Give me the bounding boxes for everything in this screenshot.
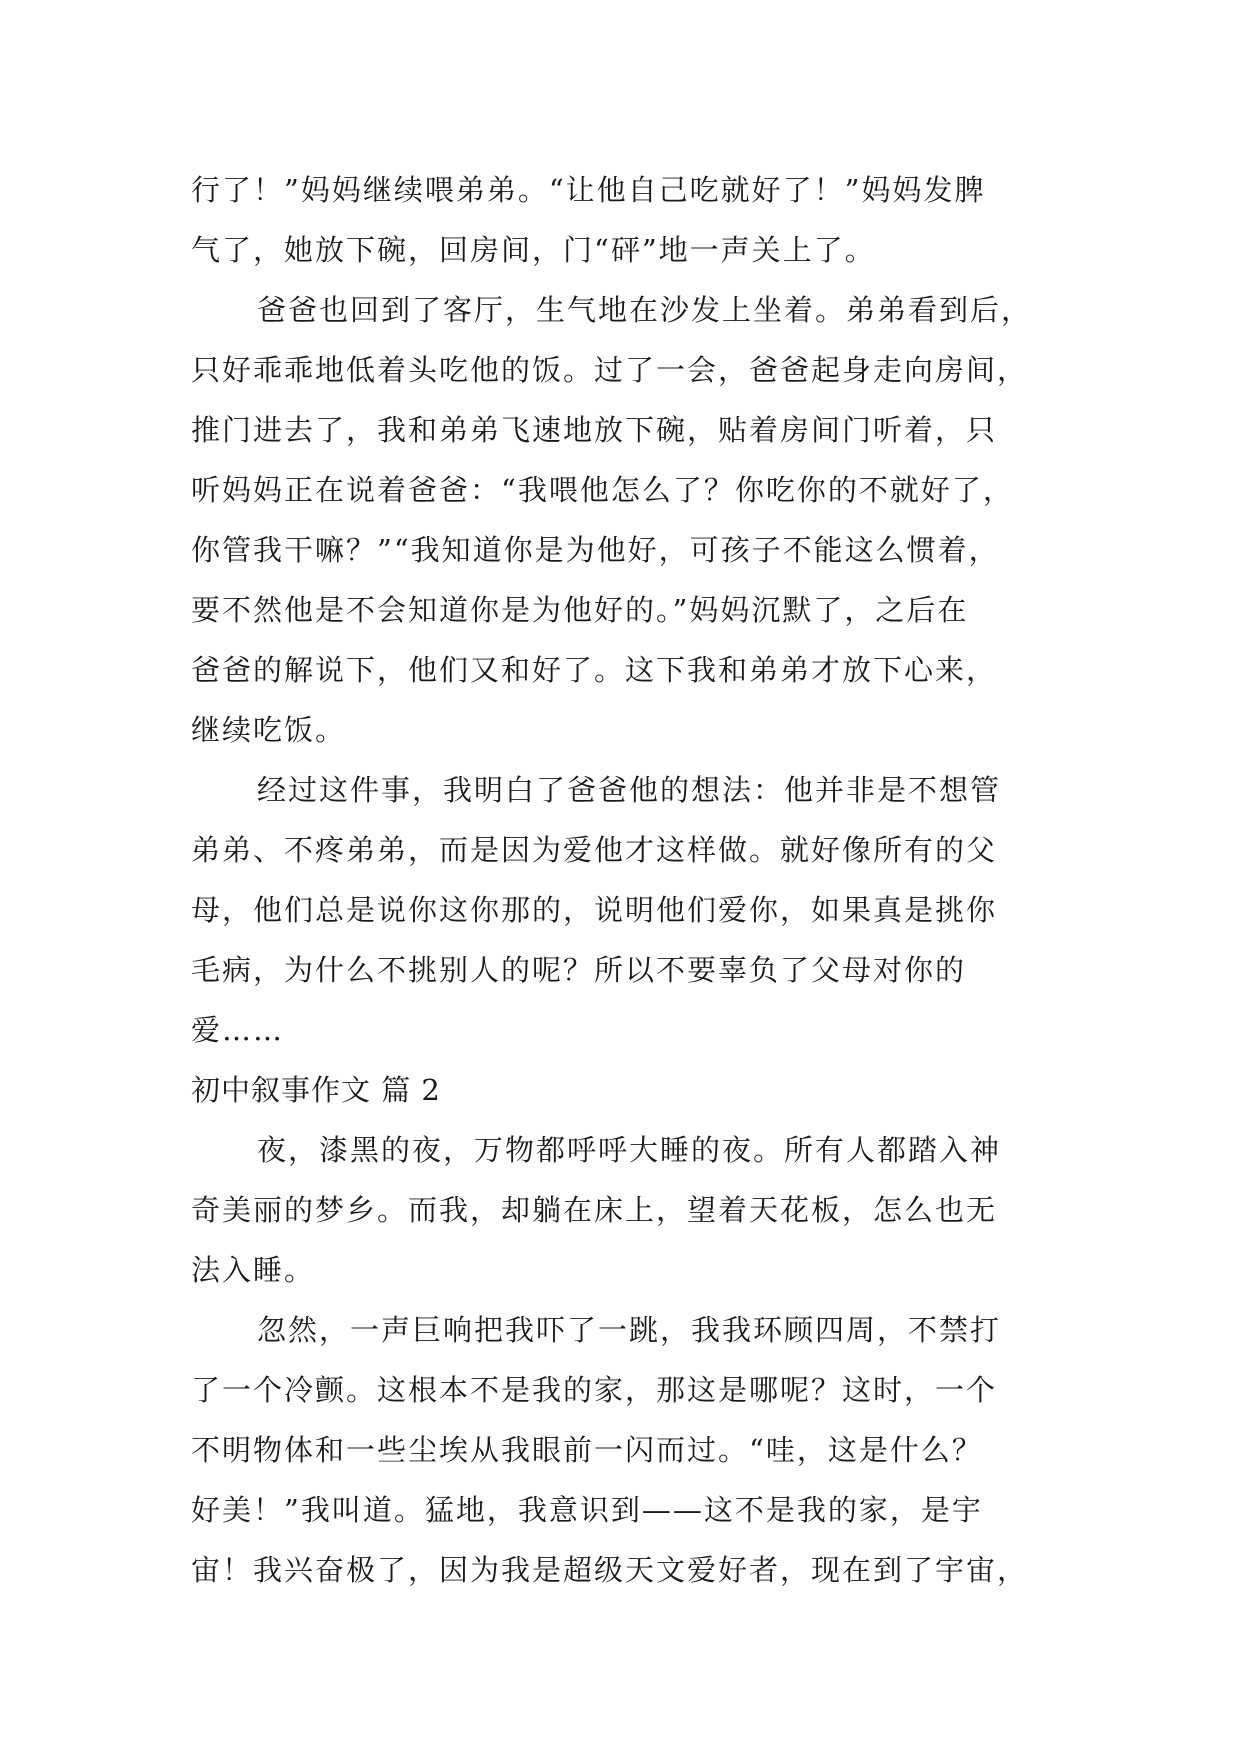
- text-line: 推门进去了，我和弟弟飞速地放下碗，贴着房间门听着，只: [191, 413, 998, 447]
- text-line: 爸爸的解说下，他们又和好了。这下我和弟弟才放下心来，: [191, 653, 998, 687]
- text-line: 继续吃饭。: [191, 713, 347, 747]
- text-line: 母，他们总是说你这你那的，说明他们爱你，如果真是挑你: [191, 893, 998, 927]
- text-line: 毛病，为什么不挑别人的呢？所以不要辜负了父母对你的: [191, 953, 967, 987]
- document-page: [191, 160, 1053, 1600]
- text-line: 好美！”我叫道。猛地，我意识到——这不是我的家，是宇: [191, 1493, 983, 1527]
- text-line: 不明物体和一些尘埃从我眼前一闪而过。“哇，这是什么？: [191, 1433, 983, 1467]
- text-line: 只好乖乖地低着头吃他的饭。过了一会，爸爸起身走向房间，: [191, 353, 1029, 387]
- text-line: 弟弟、不疼弟弟，而是因为爱他才这样做。就好像所有的父: [191, 833, 998, 867]
- text-line: 法入睡。: [191, 1253, 316, 1287]
- text-line: 行了！”妈妈继续喂弟弟。“让他自己吃就好了！”妈妈发脾: [191, 173, 986, 207]
- paragraph-start-line: 经过这件事，我明白了爸爸他的想法：他并非是不想管: [257, 773, 1002, 807]
- paragraph-start-line: 忽然，一声巨响把我吓了一跳，我我环顾四周，不禁打: [257, 1313, 1002, 1347]
- text-line: 你管我干嘛？”“我知道你是为他好，可孩子不能这么惯着，: [191, 533, 1000, 567]
- text-line: 宙！我兴奋极了，因为我是超级天文爱好者，现在到了宇宙，: [191, 1553, 1029, 1587]
- text-line: 爱……: [191, 1013, 285, 1047]
- text-line: 气了，她放下碗，回房间，门“砰”地一声关上了。: [191, 233, 876, 267]
- paragraph-start-line: 爸爸也回到了客厅，生气地在沙发上坐着。弟弟看到后，: [257, 293, 1033, 327]
- paragraph-start-line: 夜，漆黑的夜，万物都呼呼大睡的夜。所有人都踏入神: [257, 1133, 1002, 1167]
- text-line: 要不然他是不会知道你是为他好的。”妈妈沉默了，之后在: [191, 593, 969, 627]
- section-heading: 初中叙事作文 篇 2: [191, 1073, 441, 1107]
- text-line: 听妈妈正在说着爸爸：“我喂他怎么了？你吃你的不就好了，: [191, 473, 1014, 507]
- text-line: 奇美丽的梦乡。而我，却躺在床上，望着天花板，怎么也无: [191, 1193, 998, 1227]
- text-line: 了一个冷颤。这根本不是我的家，那这是哪呢？这时，一个: [191, 1373, 998, 1407]
